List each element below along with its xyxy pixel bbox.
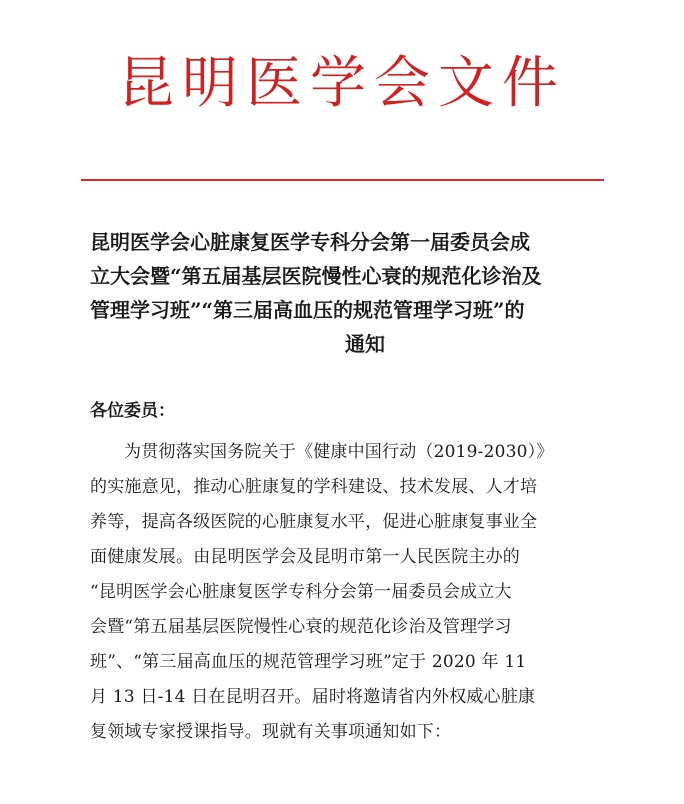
- salutation: 各位委员：: [90, 401, 175, 421]
- body-line: 面健康发展。由昆明医学会及昆明市第一人民医院主办的: [90, 547, 520, 567]
- body-line: 会暨“第五届基层医院慢性心衰的规范化诊治及管理学习: [90, 617, 512, 637]
- body-line: 为贯彻落实国务院关于《健康中国行动（2019-2030）》: [124, 442, 554, 462]
- body-line: 月 13 日-14 日在昆明召开。届时将邀请省内外权威心脏康: [90, 687, 536, 707]
- notice-title-line: 通知: [345, 332, 385, 356]
- body-line: 养等，提高各级医院的心脏康复水平，促进心脏康复事业全: [90, 512, 538, 532]
- notice-title-line: 管理学习班”“第三届高血压的规范管理学习班”的: [90, 298, 525, 322]
- red-divider-rule: [81, 179, 604, 181]
- document-header-title: 昆明医学会文件: [118, 51, 566, 116]
- body-line: 的实施意见，推动心脏康复的学科建设、技术发展、人才培: [90, 477, 538, 497]
- body-line: 班”、“第三届高血压的规范管理学习班”定于 2020 年 11: [90, 652, 527, 672]
- notice-title-line: 立大会暨“第五届基层医院慢性心衰的规范化诊治及: [90, 264, 542, 288]
- notice-title-line: 昆明医学会心脏康复医学专科分会第一届委员会成: [90, 230, 530, 254]
- notice-title: [90, 225, 600, 361]
- body-paragraph: [90, 435, 610, 750]
- body-line: 复领域专家授课指导。现就有关事项通知如下：: [90, 722, 452, 742]
- body-line: “昆明医学会心脏康复医学专科分会第一届委员会成立大: [90, 582, 512, 602]
